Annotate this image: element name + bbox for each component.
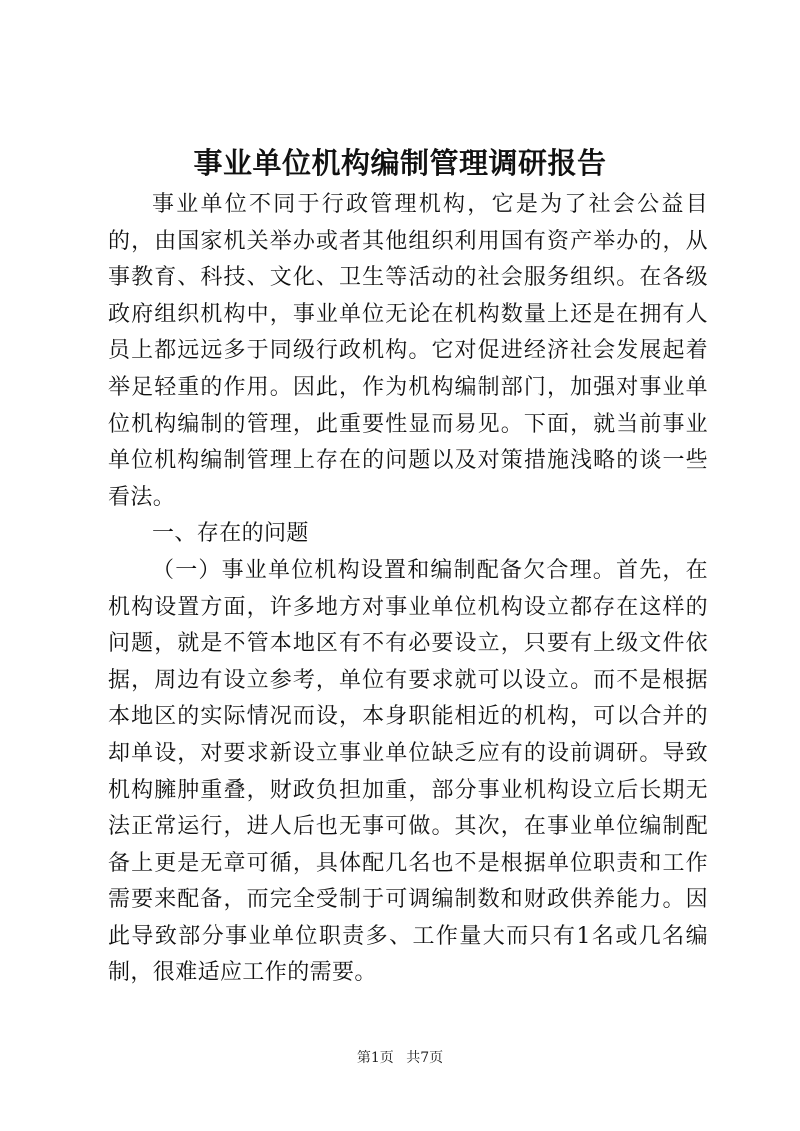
section-heading: 一、存在的问题 [152, 521, 309, 547]
page-number: 第1页 [356, 1050, 394, 1066]
page-total: 共7页 [406, 1050, 444, 1066]
document-body [108, 187, 708, 992]
document-title: 事业单位机构编制管理调研报告 [193, 146, 607, 180]
intro-paragraph: 事业单位不同于行政管理机构，它是为了社会公益目的，由国家机关举办或者其他组织利用国有资产举办的，从事教育、科技、文化、卫生等活动的社会服务组织。在各级政府组织机构中，事业单位无论在机构数量上还是在拥有人员上都远远多于同级行政机构。它对促进经济社会发展起着举足轻重的作用。因此，作为机构编制部门，加强对事业单位机构编制的管理，此重要性显而易见。下面，就当前事业单位机构编制管理上存在的问题以及对策措施浅略的谈一些看法。 [108, 192, 708, 510]
subsection-paragraph: （一）事业单位机构设置和编制配备欠合理。首先，在机构设置方面，许多地方对事业单位机构设立都存在这样的问题，就是不管本地区有不有必要设立，只要有上级文件依据，周边有设立参考，单位有要求就可以设立。而不是根据本地区的实际情况而设，本身职能相近的机构，可以合并的却单设，对要求新设立事业单位缺乏应有的设前调研。导致机构臃肿重叠，财政负担加重，部分事业机构设立后长期无法正常运行，进人后也无事可做。其次，在事业单位编制配备上更是无章可循，具体配几名也不是根据单位职责和工作需要来配备，而完全受制于可调编制数和财政供养能力。因此导致部分事业单位职责多、工作量大而只有1名或几名编制，很难适应工作的需要。 [108, 557, 708, 986]
page-footer [0, 1048, 800, 1068]
